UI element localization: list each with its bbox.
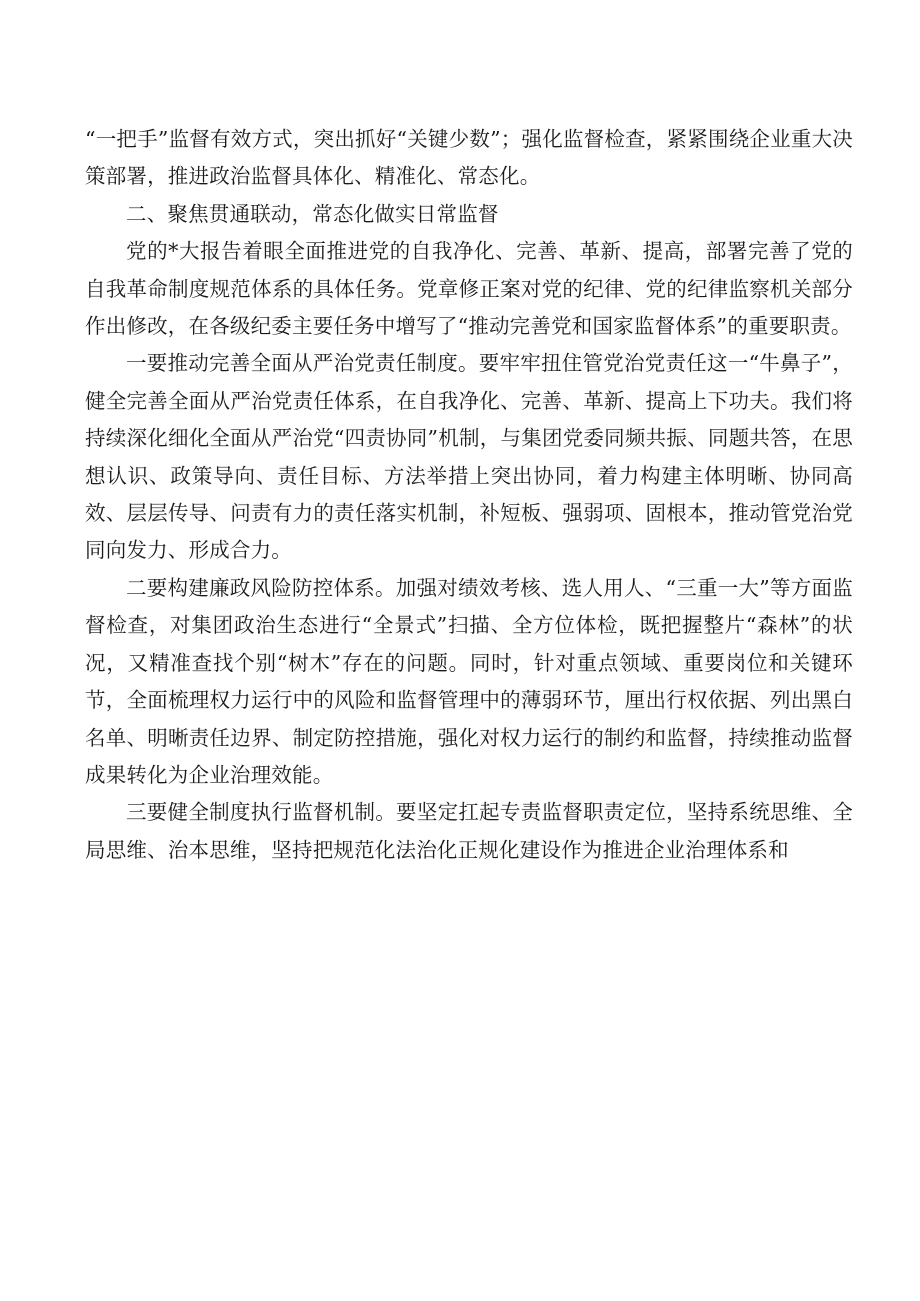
paragraph-second-point: 二要构建廉政风险防控体系。加强对绩效考核、选人用人、“三重一大”等方面监督检查，对集团政治生态进行“全景式”扫描、全方位体检，既把握整片“森林”的状况，又精准查找个别“树木”存在的问题。同时，针对重点领域、重要岗位和关键环节，全面梳理权力运行中的风险和监督管理中的薄弱环节，厘出行权依据、列出黑白名单、明晰责任边界、制定防控措施，强化对权力运行的制约和监督，持续推动监督成果转化为企业治理效能。 bbox=[85, 575, 853, 787]
paragraph-continuation: “一把手”监督有效方式，突出抓好“关键少数”；强化监督检查，紧紧围绕企业重大决策部署，推进政治监督具体化、精准化、常态化。 bbox=[85, 127, 853, 189]
paragraph-report: 党的*大报告着眼全面推进党的自我净化、完善、革新、提高，部署完善了党的自我革命制度规范体系的具体任务。党章修正案对党的纪律、党的纪律监察机关部分作出修改，在各级纪委主要任务中增写了“推动完善党和国家监督体系”的重要职责。 bbox=[85, 239, 853, 339]
document-body bbox=[85, 121, 853, 869]
section-heading: 二、聚焦贯通联动，常态化做实日常监督 bbox=[126, 201, 499, 226]
paragraph-first-point: 一要推动完善全面从严治党责任制度。要牢牢扭住管党治党责任这一“牛鼻子”，健全完善全面从严治党责任体系，在自我净化、完善、革新、提高上下功夫。我们将持续深化细化全面从严治党“四责协同”机制，与集团党委同频共振、同题共答，在思想认识、政策导向、责任目标、方法举措上突出协同，着力构建主体明晰、协同高效、层层传导、问责有力的责任落实机制，补短板、强弱项、固根本，推动管党治党同向发力、形成合力。 bbox=[85, 351, 853, 563]
paragraph-third-point: 三要健全制度执行监督机制。要坚定扛起专责监督职责定位，坚持系统思维、全局思维、治本思维，坚持把规范化法治化正规化建设作为推进企业治理体系和 bbox=[85, 800, 853, 862]
